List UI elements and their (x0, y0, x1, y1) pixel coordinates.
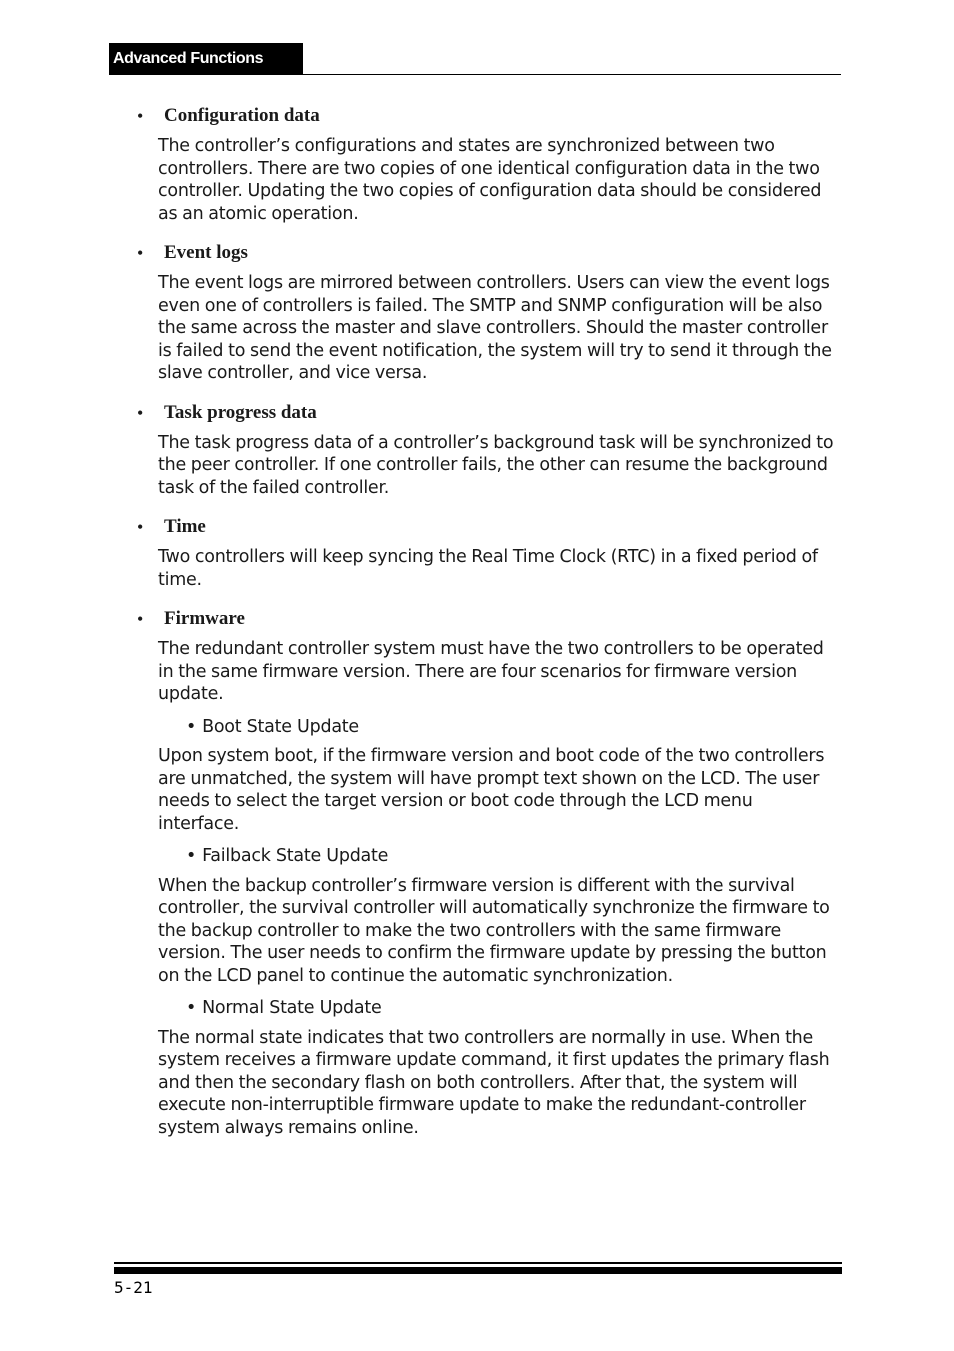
section-paragraph: Two controllers will keep syncing the Real Time Clock (RTC) in a fixed period of time. (158, 547, 818, 590)
bullet: • (137, 517, 144, 537)
section-paragraph: The event logs are mirrored between controllers. Users can view the event logs even one of controllers is failed. The SMTP and SNMP configuration will be also the same across the master and slave controllers. Should the master controller is failed to send the event notification, the system will try to send it through the slave controller, and vice versa. (158, 273, 832, 383)
chapter-title-tab (109, 43, 303, 75)
section-event-logs (137, 241, 837, 385)
firmware-scenario-title-text: Failback State Update (202, 846, 389, 866)
firmware-scenario-title (186, 845, 837, 868)
section-heading (137, 515, 837, 539)
chapter-title: Advanced Functions (113, 50, 264, 67)
section-heading (137, 607, 837, 631)
header-rule (109, 74, 841, 75)
firmware-scenario-title-text: Normal State Update (202, 998, 382, 1018)
firmware-scenario-title-text: Boot State Update (202, 716, 359, 737)
sub-bullet: • (186, 998, 197, 1018)
section-heading-text: Configuration data (164, 105, 320, 126)
firmware-scenario-paragraph: Upon system boot, if the firmware version and boot code of the two controllers are unmatched, the system will have prompt text shown on the LCD. The user needs to select the target version or boot code through the LCD menu interface. (158, 746, 825, 834)
section-heading (137, 401, 837, 425)
bullet: • (137, 243, 144, 263)
firmware-scenario-title (186, 997, 837, 1020)
section-heading (137, 241, 837, 265)
page-content (137, 104, 837, 1155)
section-heading (137, 104, 837, 128)
section-heading-text: Event logs (164, 242, 248, 263)
section-paragraph: The redundant controller system must have the two controllers to be operated in the same firmware version. There are four scenarios for firmware version update. (158, 639, 824, 704)
footer-rule-thin (114, 1262, 842, 1264)
firmware-scenario-paragraph: When the backup controller’s firmware version is different with the survival controller, the survival controller will automatically synchronize the firmware to the backup controller to make the two controllers with the same firmware version. The user needs to confirm the firmware update by pressing the button on the LCD panel to continue the automatic synchronization. (158, 875, 830, 986)
footer-rule-thick (114, 1267, 842, 1274)
bullet: • (137, 609, 144, 629)
section-firmware (137, 607, 837, 1139)
section-paragraph: The controller’s configurations and states are synchronized between two controllers. There are two copies of one identical configuration data in the two controller. Updating the two copies of configuration data should be considered as an atomic operation. (158, 136, 822, 224)
section-heading-text: Firmware (164, 608, 245, 629)
section-configuration-data (137, 104, 837, 225)
bullet: • (137, 106, 144, 126)
bullet: • (137, 402, 144, 423)
page-number: 5-21 (114, 1278, 153, 1297)
section-time (137, 515, 837, 591)
firmware-scenario-title (186, 716, 837, 739)
sub-bullet: • (186, 716, 197, 737)
section-paragraph: The task progress data of a controller’s background task will be synchronized to the peer controller. If one controller fails, the other can resume the background task of the failed controller. (158, 432, 834, 498)
section-task-progress-data (137, 401, 837, 500)
section-heading-text: Task progress data (164, 401, 317, 423)
sub-bullet: • (186, 846, 197, 866)
firmware-scenario-paragraph: The normal state indicates that two controllers are normally in use. When the system receives a firmware update command, it first updates the primary flash and then the secondary flash on both controllers. After that, the system will execute non-interruptible firmware update to make the redundant-controller system always remains online. (158, 1027, 830, 1138)
section-heading-text: Time (164, 516, 206, 537)
